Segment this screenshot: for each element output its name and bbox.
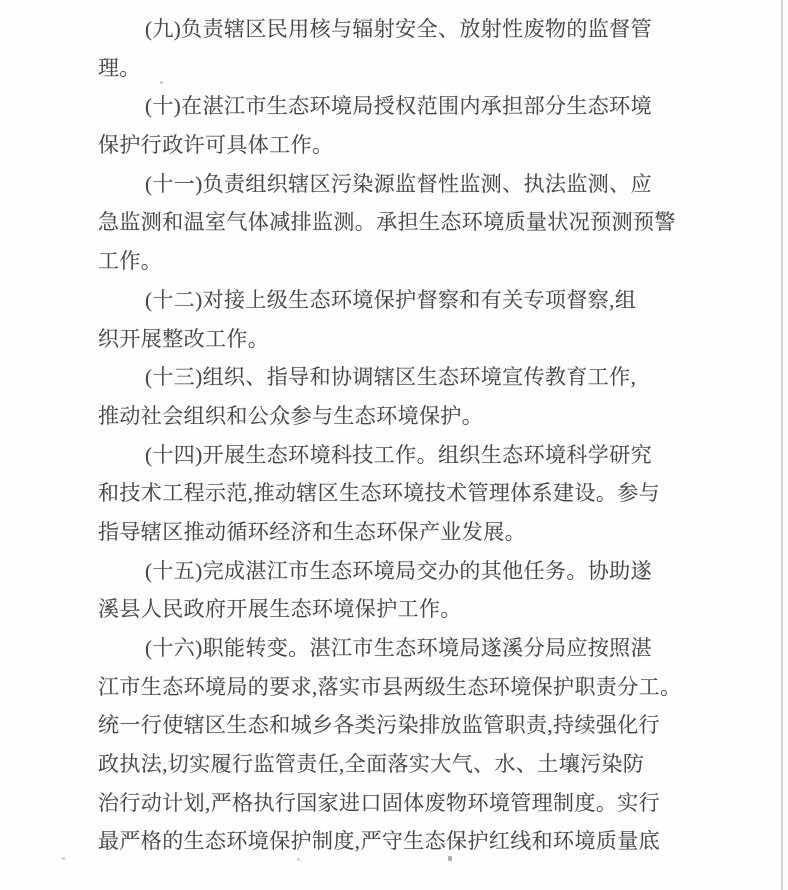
text-line: (九)负责辖区民用核与辐射安全、放射性废物的监督管 xyxy=(145,17,652,41)
scan-speck xyxy=(297,858,300,861)
text-line: (十三)组织、指导和协调辖区生态环境宣传教育工作, xyxy=(145,365,637,390)
text-line: 和技术工程示范,推动辖区生态环境技术管理体系建设。参与 xyxy=(98,481,661,506)
text-line: 政执法,切实履行监管责任,全面落实大气、水、土壤污染防 xyxy=(98,752,645,777)
text-line: 推动社会组织和公众参与生态环境保护。 xyxy=(98,403,484,428)
text-line: (十四)开展生态环境科技工作。组织生态环境科学研究 xyxy=(145,442,652,467)
text-line: (十六)职能转变。湛江市生态环境局遂溪分局应按照湛 xyxy=(145,636,652,660)
scan-speck xyxy=(62,857,65,860)
text-line: (十五)完成湛江市生态环境局交办的其他任务。协助遂 xyxy=(145,558,652,583)
text-line: (十一)负责组织辖区污染源监督性监测、执法监测、应 xyxy=(145,171,652,196)
text-line: (十)在湛江市生态环境局授权范围内承担部分生态环境 xyxy=(145,94,652,119)
text-line: 统一行使辖区生态和城乡各类污染排放监管职责,持续强化行 xyxy=(98,713,661,738)
scan-right-margin xyxy=(783,0,788,890)
scan-speck xyxy=(160,81,163,84)
text-line: (十二)对接上级生态环境保护督察和有关专项督察,组 xyxy=(145,287,637,312)
text-line: 治行动计划,严格执行国家进口固体废物环境管理制度。实行 xyxy=(98,790,661,815)
text-line: 工作。 xyxy=(98,249,163,274)
scan-speck xyxy=(448,856,452,861)
text-line: 最严格的生态环境保护制度,严守生态保护红线和环境质量底 xyxy=(98,829,661,854)
text-line: 江市生态环境局的要求,落实市县两级生态环境保护职责分工。 xyxy=(98,674,682,699)
text-line: 理。 xyxy=(98,55,141,80)
text-line: 保护行政许可具体工作。 xyxy=(98,133,334,158)
text-line: 溪县人民政府开展生态环境保护工作。 xyxy=(98,597,462,622)
text-line: 织开展整改工作。 xyxy=(98,326,270,351)
document-text-block xyxy=(0,10,788,861)
text-line: 指导辖区推动循环经济和生态环保产业发展。 xyxy=(98,519,526,544)
text-line: 急监测和温室气体减排监测。承担生态环境质量状况预测预警 xyxy=(98,210,676,235)
